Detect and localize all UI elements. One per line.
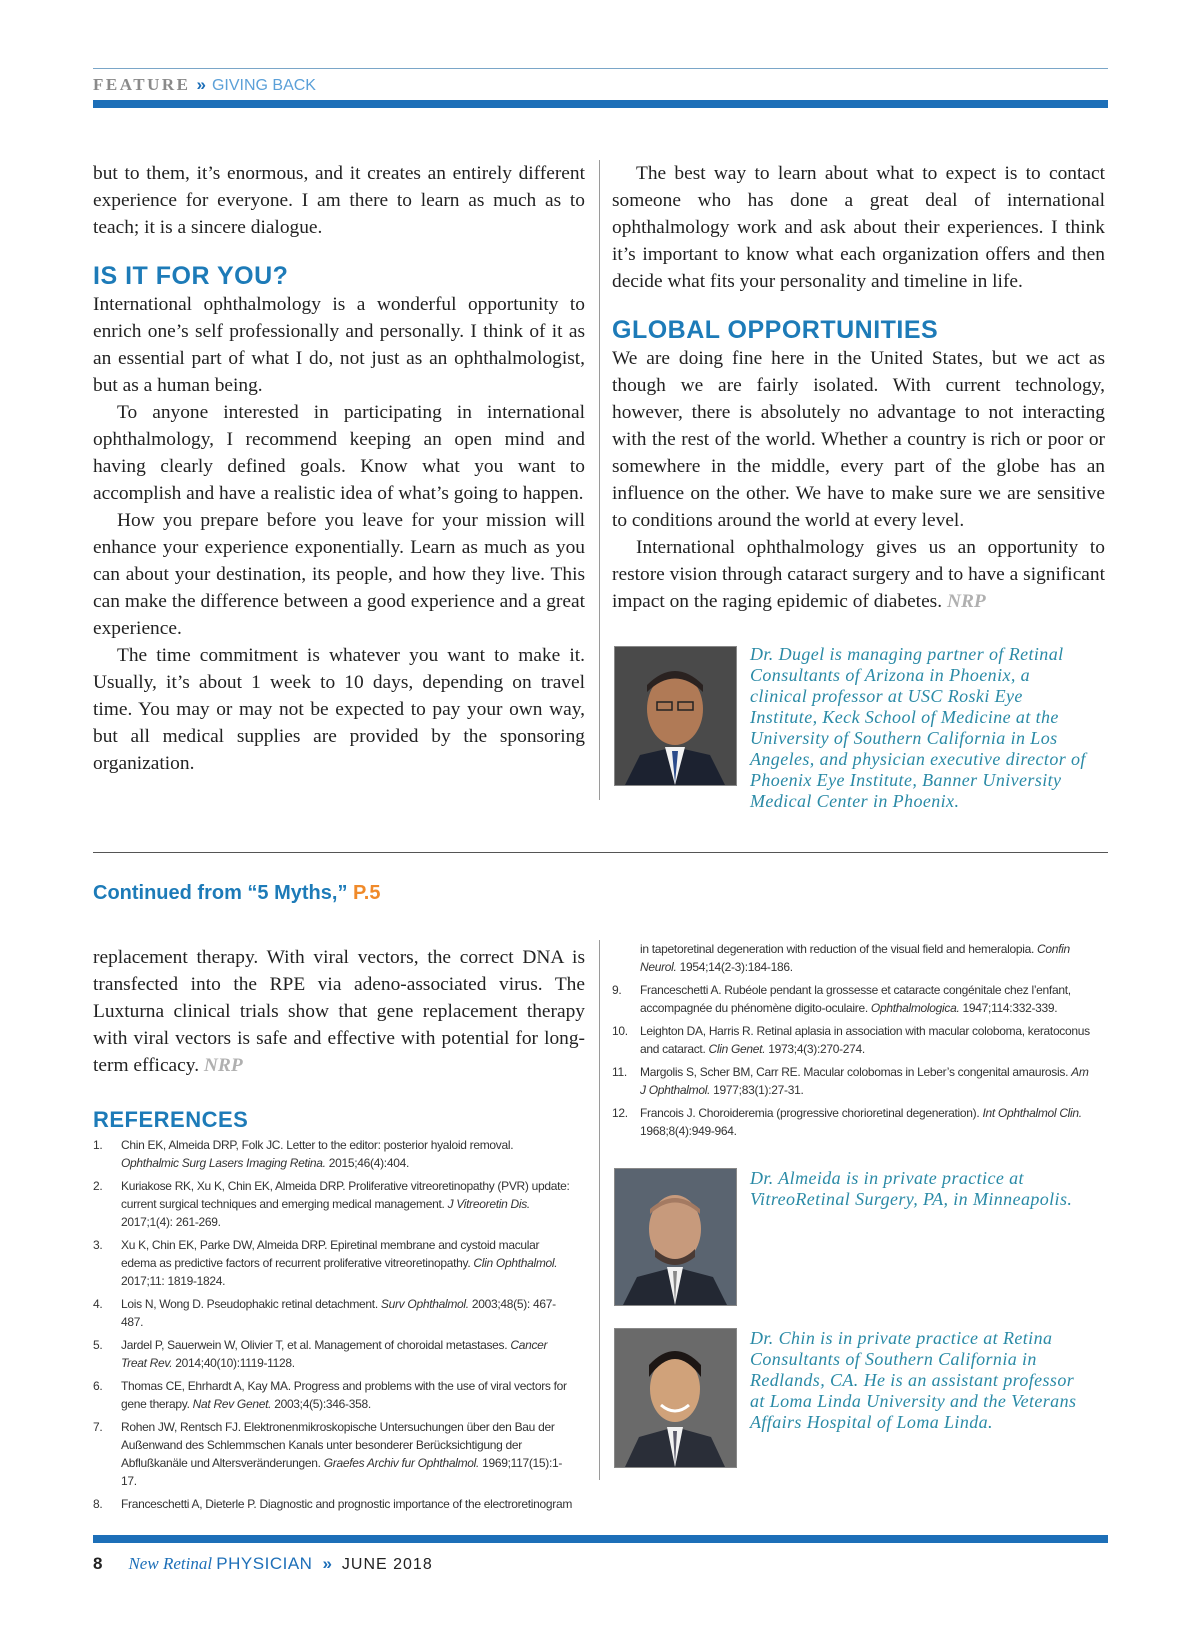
reference-item: 8. Franceschetti A, Dieterle P. Diagnostic and prognostic importance of the electroretinogram <box>93 1497 573 1511</box>
section-label: FEATURE <box>93 75 191 94</box>
paragraph: The best way to learn about what to expect is to contact someone who has done a great deal of international ophthalmology work and ask about their experiences. I think it’s important to know what each organization offers and then decide what fits your personality and timeline in life. <box>612 163 1105 292</box>
reference-number: 1. <box>93 1138 103 1152</box>
column-divider <box>599 160 600 800</box>
reference-item: in tapetoretinal degeneration with reduction of the visual field and hemeralopia. Confin Neurol. 1954;14(2-3):184-186. <box>640 942 1070 974</box>
bio-almeida: Dr. Almeida is in private practice at VitreoRetinal Surgery, PA, in Minneapolis. <box>750 1168 1073 1209</box>
paragraph: but to them, it’s enormous, and it creates an entirely different experience for everyone. I am there to learn as much as to teach; it is a sincere dialogue. <box>93 163 585 238</box>
references-list-left <box>93 1136 573 1518</box>
footer-bar <box>93 1535 1108 1543</box>
column-divider <box>599 940 600 1480</box>
reference-item: 5. Jardel P, Sauerwein W, Olivier T, et al. Management of choroidal metastases. Cancer Treat Rev. 2014;40(10):1119-1128. <box>93 1338 548 1370</box>
section-divider <box>93 852 1108 853</box>
chevron-icon: » <box>196 75 206 94</box>
footer <box>93 1554 433 1574</box>
continued-left-column <box>93 944 585 1079</box>
page-number: 8 <box>93 1554 103 1573</box>
end-mark: NRP <box>203 1055 243 1076</box>
end-mark: NRP <box>946 591 986 612</box>
reference-item: 12. Francois J. Choroideremia (progressive chorioretinal degeneration). Int Ophthalmol Clin. 1968;8(4):949-964. <box>612 1106 1082 1138</box>
bio-dugel: Dr. Dugel is managing partner of Retinal Consultants of Arizona in Phoenix, a clinical professor at USC Roski Eye Institute, Keck School of Medicine at the University of Southern California in Los Angeles, and physician executive director of Phoenix Eye Institute, Banner University Medical Center in Phoenix. <box>750 644 1086 811</box>
heading-is-it-for-you: IS IT FOR YOU? <box>93 262 289 290</box>
paragraph: replacement therapy. With viral vectors, the correct DNA is transfected into the RPE via adeno-associated virus. The Luxturna clinical trials show that gene replacement therapy with viral vectors is safe and effective with potential for long-term efficacy. NRP <box>93 947 585 1076</box>
heading-global-opportunities: GLOBAL OPPORTUNITIES <box>612 316 939 344</box>
article-left-column <box>93 160 585 777</box>
paragraph: International ophthalmology gives us an opportunity to restore vision through cataract surgery and to have a significant impact on the raging epidemic of diabetes. NRP <box>612 537 1105 612</box>
reference-item: 6. Thomas CE, Ehrhardt A, Kay MA. Progress and problems with the use of viral vectors for gene therapy. Nat Rev Genet. 2003;4(5):346-358. <box>93 1379 567 1411</box>
paragraph: To anyone interested in participating in international ophthalmology, I recommend keeping an open mind and having clearly defined goals. Know what you want to accomplish and have a realistic idea of what’s going to happen. <box>93 402 585 504</box>
reference-number: 8. <box>93 1497 103 1511</box>
reference-number: 9. <box>612 983 622 997</box>
reference-number: 3. <box>93 1238 103 1252</box>
reference-number: 4. <box>93 1297 103 1311</box>
reference-item: 2. Kuriakose RK, Xu K, Chin EK, Almeida DRP. Proliferative vitreoretinopathy (PVR) update: current surgical techniques and emerging medical management. J Vitreoretin Dis. 2017;1(4): 261-269. <box>93 1179 570 1229</box>
reference-number: 7. <box>93 1420 103 1434</box>
reference-item: 10. Leighton DA, Harris R. Retinal aplasia in association with macular coloboma, keratoconus and cataract. Clin Genet. 1973;4(3):270-274. <box>612 1024 1090 1056</box>
article-right-column <box>612 160 1105 615</box>
author-photo-almeida <box>614 1168 737 1306</box>
reference-number: 5. <box>93 1338 103 1352</box>
reference-item: 4. Lois N, Wong D. Pseudophakic retinal detachment. Surv Ophthalmol. 2003;48(5): 467-487. <box>93 1297 556 1329</box>
paragraph: How you prepare before you leave for your mission will enhance your experience exponentially. Learn as much as you can about your destination, its people, and how they live. This can make the difference between a good experience and a great experience. <box>93 510 585 639</box>
reference-item: 1. Chin EK, Almeida DRP, Folk JC. Letter to the editor: posterior hyaloid removal. Ophthalmic Surg Lasers Imaging Retina. 2015;46(4):404. <box>93 1138 514 1170</box>
section-header <box>93 74 316 97</box>
reference-item: 9. Franceschetti A. Rubéole pendant la grossesse et cataracte congénitale chez l’enfant, accompagnée du phénomène digito-oculaire. Ophthalmologica. 1947;114:332-339. <box>612 983 1071 1015</box>
reference-number: 12. <box>612 1106 628 1120</box>
continued-heading: Continued from “5 Myths,” P.5 <box>93 882 381 904</box>
reference-number: 2. <box>93 1179 103 1193</box>
paragraph: International ophthalmology is a wonderful opportunity to enrich one’s self professionally and personally. I think of it as an essential part of what I do, not just as an ophthalmologist, but as a human being. <box>93 294 585 396</box>
reference-number: 10. <box>612 1024 628 1038</box>
reference-item: 7. Rohen JW, Rentsch FJ. Elektronenmikroskopische Untersuchungen über den Bau der Außenwand des Schlemmschen Kanals unter besonderer Berücksichtigung der Abflußkanäle und Altersveränderungen. Graefes Archiv fur Ophthalmol. 1969;117(15):1-17. <box>93 1420 563 1488</box>
author-photo-chin <box>614 1328 737 1468</box>
chevron-icon: » <box>322 1554 332 1573</box>
reference-item: 3. Xu K, Chin EK, Parke DW, Almeida DRP. Epiretinal membrane and cystoid macular edema as predictive factors of recurrent proliferative vitreoretinopathy. Clin Ophthalmol. 2017;11: 1819-1824. <box>93 1238 558 1288</box>
issue-date: JUNE 2018 <box>341 1556 433 1573</box>
page-reference: P.5 <box>353 882 381 904</box>
paragraph: The time commitment is whatever you want to make it. Usually, it’s about 1 week to 10 days, depending on travel time. You may or may not be expected to pay your own way, but all medical supplies are provided by the sponsoring organization. <box>93 645 585 774</box>
magazine-name-italic: New Retinal <box>128 1554 213 1573</box>
bio-chin: Dr. Chin is in private practice at Retina Consultants of Southern California in Redlands, CA. He is an assistant professor at Loma Linda University and the Veterans Affairs Hospital of Loma Linda. <box>750 1328 1077 1432</box>
references-list-right <box>612 940 1092 1145</box>
reference-number: 6. <box>93 1379 103 1393</box>
magazine-name-caps: PHYSICIAN <box>216 1554 313 1573</box>
references-heading: REFERENCES <box>93 1107 249 1132</box>
subsection-label: GIVING BACK <box>211 77 316 94</box>
reference-item: 11. Margolis S, Scher BM, Carr RE. Macular colobomas in Leber’s congenital amaurosis. Am J Ophthalmol. 1977;83(1):27-31. <box>612 1065 1089 1097</box>
author-photo-dugel <box>614 646 737 786</box>
reference-number: 11. <box>612 1065 627 1079</box>
paragraph: We are doing fine here in the United States, but we act as though we are fairly isolated. With current technology, however, there is absolutely no advantage to not interacting with the rest of the world. Whether a country is rich or poor or somewhere in the middle, every part of the globe has an influence on the other. We have to make sure we are sensitive to conditions around the world at every level. <box>612 348 1105 531</box>
header-bar <box>93 100 1108 108</box>
header-rule <box>93 68 1108 69</box>
